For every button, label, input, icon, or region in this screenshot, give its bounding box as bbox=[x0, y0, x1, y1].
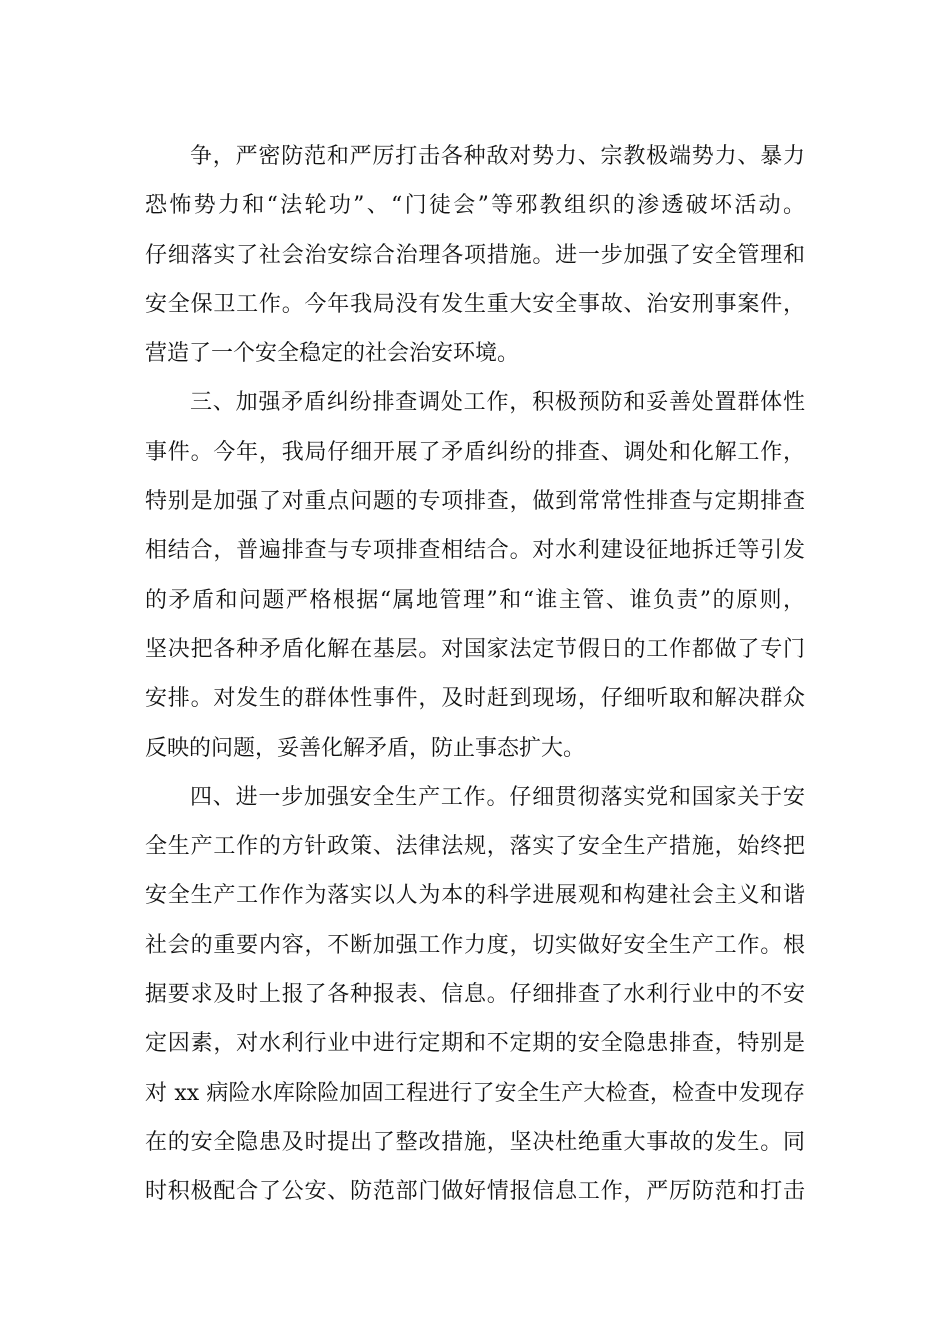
paragraph-line: 营造了一个安全稳定的社会治安环境。 bbox=[145, 341, 520, 367]
paragraph-line: 时积极配合了公安、防范部门做好情报信息工作，严厉防范和打击 bbox=[145, 1179, 805, 1205]
paragraph-line: 反映的问题，妥善化解矛盾，防止事态扩大。 bbox=[145, 735, 586, 761]
paragraph-line: 三、加强矛盾纠纷排查调处工作，积极预防和妥善处置群体性 bbox=[190, 390, 805, 416]
document-body bbox=[145, 132, 805, 1217]
paragraph-line: 的矛盾和问题严格根据“属地管理”和“谁主管、谁负责”的原则， bbox=[145, 587, 805, 613]
paragraph-line: 社会的重要内容，不断加强工作力度，切实做好安全生产工作。根 bbox=[145, 932, 805, 958]
paragraph-line: 恐怖势力和“法轮功”、“门徒会”等邪教组织的渗透破坏活动。 bbox=[145, 193, 805, 219]
paragraph-line: 仔细落实了社会治安综合治理各项措施。进一步加强了安全管理和 bbox=[145, 242, 805, 268]
paragraph-line: 争，严密防范和严厉打击各种敌对势力、宗教极端势力、暴力 bbox=[190, 144, 805, 169]
paragraph-line: 在的安全隐患及时提出了整改措施，坚决杜绝重大事故的发生。同 bbox=[145, 1129, 805, 1155]
paragraph-line: 坚决把各种矛盾化解在基层。对国家法定节假日的工作都做了专门 bbox=[145, 636, 805, 662]
paragraph-line: 安全生产工作作为落实以人为本的科学进展观和构建社会主义和谐 bbox=[145, 883, 805, 909]
paragraph-line: 相结合，普遍排查与专项排查相结合。对水利建设征地拆迁等引发 bbox=[145, 538, 805, 564]
paragraph-line: 定因素，对水利行业中进行定期和不定期的安全隐患排查，特别是 bbox=[145, 1031, 805, 1057]
paragraph-line: 安全保卫工作。今年我局没有发生重大安全事故、治安刑事案件， bbox=[145, 291, 805, 317]
paragraph-line: 四、进一步加强安全生产工作。仔细贯彻落实党和国家关于安 bbox=[190, 784, 805, 810]
paragraph-line: 安排。对发生的群体性事件，及时赶到现场，仔细听取和解决群众 bbox=[145, 686, 805, 712]
paragraph-line: 特别是加强了对重点问题的专项排查，做到常常性排查与定期排查 bbox=[145, 489, 805, 515]
paragraph-line: 事件。今年，我局仔细开展了矛盾纠纷的排查、调处和化解工作， bbox=[145, 439, 805, 465]
paragraph-line: 对 xx 病险水库除险加固工程进行了安全生产大检查，检查中发现存 bbox=[145, 1080, 805, 1106]
paragraph-line: 全生产工作的方针政策、法律法规，落实了安全生产措施，始终把 bbox=[145, 834, 805, 860]
paragraph-line: 据要求及时上报了各种报表、信息。仔细排查了水利行业中的不安 bbox=[145, 982, 805, 1008]
